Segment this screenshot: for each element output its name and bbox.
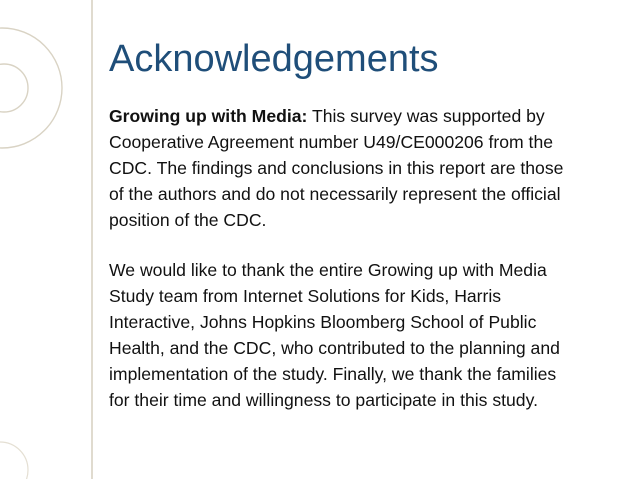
paragraph-funding-line-1 <box>109 103 631 129</box>
paragraph-funding-line-4: of the authors and do not necessarily represent the official <box>109 184 561 204</box>
paragraph-thanks-line-5: implementation of the study. Finally, we thank the families <box>109 364 557 384</box>
paragraph-funding-line-2: Cooperative Agreement number U49/CE000206 from the <box>109 132 554 152</box>
paragraph-funding-line-3: CDC. The findings and conclusions in this report are those <box>109 158 564 178</box>
paragraph-funding-line-5: position of the CDC. <box>109 210 267 230</box>
paragraph-thanks-line-4: Health, and the CDC, who contributed to the planning and <box>109 338 560 358</box>
paragraph-funding-line-1-text: This survey was supported by <box>307 106 545 126</box>
slide-body <box>109 103 631 413</box>
slide-title: Acknowledgements <box>109 38 439 80</box>
paragraph-thanks-line-2: Study team from Internet Solutions for Kids, Harris <box>109 286 502 306</box>
paragraph-thanks <box>109 257 631 413</box>
paragraph-thanks-line-1: We would like to thank the entire Growing up with Media <box>109 260 547 280</box>
paragraph-thanks-line-6: for their time and willingness to participate in this study. <box>109 390 538 410</box>
decorative-circle-large <box>0 28 62 148</box>
paragraph-funding-lead: Growing up with Media: <box>109 106 308 126</box>
decorative-circle-small <box>0 64 28 112</box>
paragraph-thanks-line-3: Interactive, Johns Hopkins Bloomberg School of Public <box>109 312 537 332</box>
decorative-circle-bottom <box>0 442 28 479</box>
paragraph-funding <box>109 103 631 233</box>
